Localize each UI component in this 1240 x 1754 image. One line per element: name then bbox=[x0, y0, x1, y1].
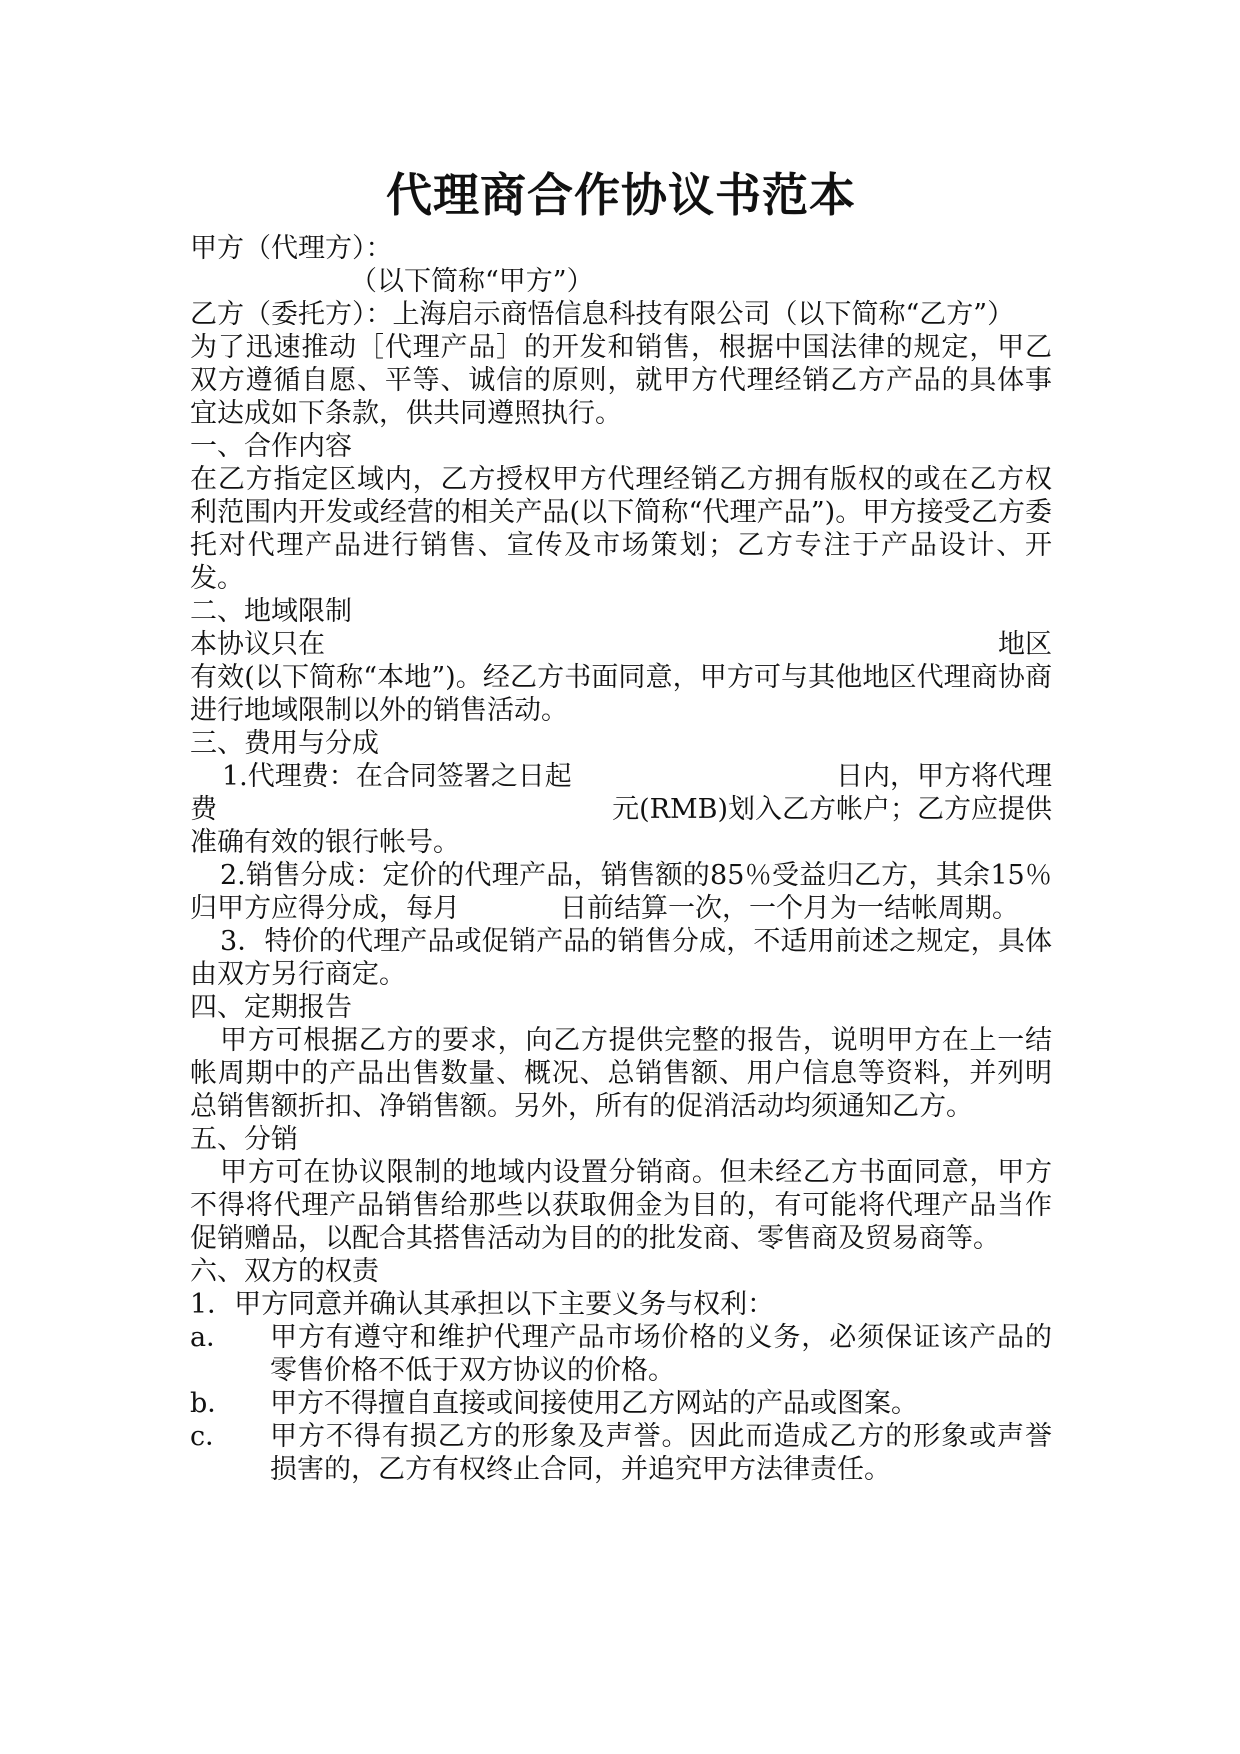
section-body-cooperation: 在乙方指定区域内，乙方授权甲方代理经销乙方拥有版权的或在乙方权利范围内开发或经营的相关产品(以下简称“代理产品”)。甲方接受乙方委托对代理产品进行销售、宣传及市场策划；乙方专注于产品设计、开发。 bbox=[190, 464, 1052, 594]
preamble: 为了迅速推动［代理产品］的开发和销售，根据中国法律的规定，甲乙双方遵循自愿、平等、诚信的原则，就甲方代理经销乙方产品的具体事宜达成如下条款，供共同遵照执行。 bbox=[190, 332, 1052, 429]
fee-item-text-d: 元(RMB)划入乙方帐户；乙方应提供 bbox=[612, 794, 1052, 825]
section-heading-rights: 六、双方的权责 bbox=[190, 1256, 379, 1287]
fee-item-text-a: 1.代理费：在合同签署之日起 bbox=[222, 761, 572, 792]
list-item bbox=[190, 1420, 1052, 1486]
fee-item-line1 bbox=[190, 760, 1052, 793]
list-marker: a． bbox=[190, 1322, 234, 1353]
list-marker: c． bbox=[190, 1421, 233, 1452]
share-item-text-b: 日前结算一次，一个月为一结帐周期。 bbox=[560, 893, 1019, 924]
special-price-item: 3．特价的代理产品或促销产品的销售分成，不适用前述之规定，具体由双方另行商定。 bbox=[190, 926, 1052, 990]
list-marker: b． bbox=[190, 1388, 235, 1419]
document-title: 代理商合作协议书范本 bbox=[386, 168, 856, 222]
section-heading-cooperation: 一、合作内容 bbox=[190, 431, 352, 462]
region-line-right: 地区 bbox=[998, 629, 1052, 660]
region-line bbox=[190, 628, 1052, 661]
party-a-alias: （以下简称“甲方”） bbox=[350, 266, 594, 297]
document-page bbox=[190, 160, 1052, 1486]
list-item-text: 甲方不得擅自直接或间接使用乙方网站的产品或图案。 bbox=[270, 1388, 918, 1419]
fee-item-line2 bbox=[190, 793, 1052, 826]
section-heading-region: 二、地域限制 bbox=[190, 596, 352, 627]
fee-item-text-c: 费 bbox=[190, 794, 217, 825]
section-body-region: 有效(以下简称“本地”)。经乙方书面同意，甲方可与其他地区代理商协商进行地域限制以外的销售活动。 bbox=[190, 662, 1052, 726]
list-item-text: 甲方不得有损乙方的形象及声誉。因此而造成乙方的形象或声誉损害的，乙方有权终止合同，并追究甲方法律责任。 bbox=[270, 1421, 1052, 1485]
party-a-label: 甲方（代理方）： bbox=[190, 233, 393, 264]
list-item-text: 甲方有遵守和维护代理产品市场价格的义务，必须保证该产品的零售价格不低于双方协议的价格。 bbox=[270, 1322, 1052, 1386]
region-line-left: 本协议只在 bbox=[190, 629, 325, 660]
section-heading-fees: 三、费用与分成 bbox=[190, 728, 379, 759]
share-item bbox=[190, 859, 1052, 925]
fee-item-text-b: 日内，甲方将代理 bbox=[836, 761, 1052, 792]
share-item-text-a: 2.销售分成：定价的代理产品，销售额的85％受益归乙方，其余15％归甲方应得分成，每月 bbox=[190, 860, 1052, 924]
list-item bbox=[190, 1387, 1052, 1420]
list-item bbox=[190, 1321, 1052, 1387]
section-heading-distribution: 五、分销 bbox=[190, 1124, 298, 1155]
rights-sub-heading: 1．甲方同意并确认其承担以下主要义务与权利： bbox=[190, 1289, 775, 1320]
party-b-line: 乙方（委托方）：上海启示商悟信息科技有限公司（以下简称“乙方”） bbox=[190, 299, 1015, 330]
section-body-report: 甲方可根据乙方的要求，向乙方提供完整的报告，说明甲方在上一结帐周期中的产品出售数量、概况、总销售额、用户信息等资料，并列明总销售额折扣、净销售额。另外，所有的促消活动均须通知乙方。 bbox=[190, 1025, 1052, 1122]
section-heading-report: 四、定期报告 bbox=[190, 992, 352, 1023]
fee-item-text-e: 准确有效的银行帐号。 bbox=[190, 827, 460, 858]
section-body-distribution: 甲方可在协议限制的地域内设置分销商。但未经乙方书面同意，甲方不得将代理产品销售给那些以获取佣金为目的，有可能将代理产品当作促销赠品，以配合其搭售活动为目的的批发商、零售商及贸易商等。 bbox=[190, 1157, 1052, 1254]
